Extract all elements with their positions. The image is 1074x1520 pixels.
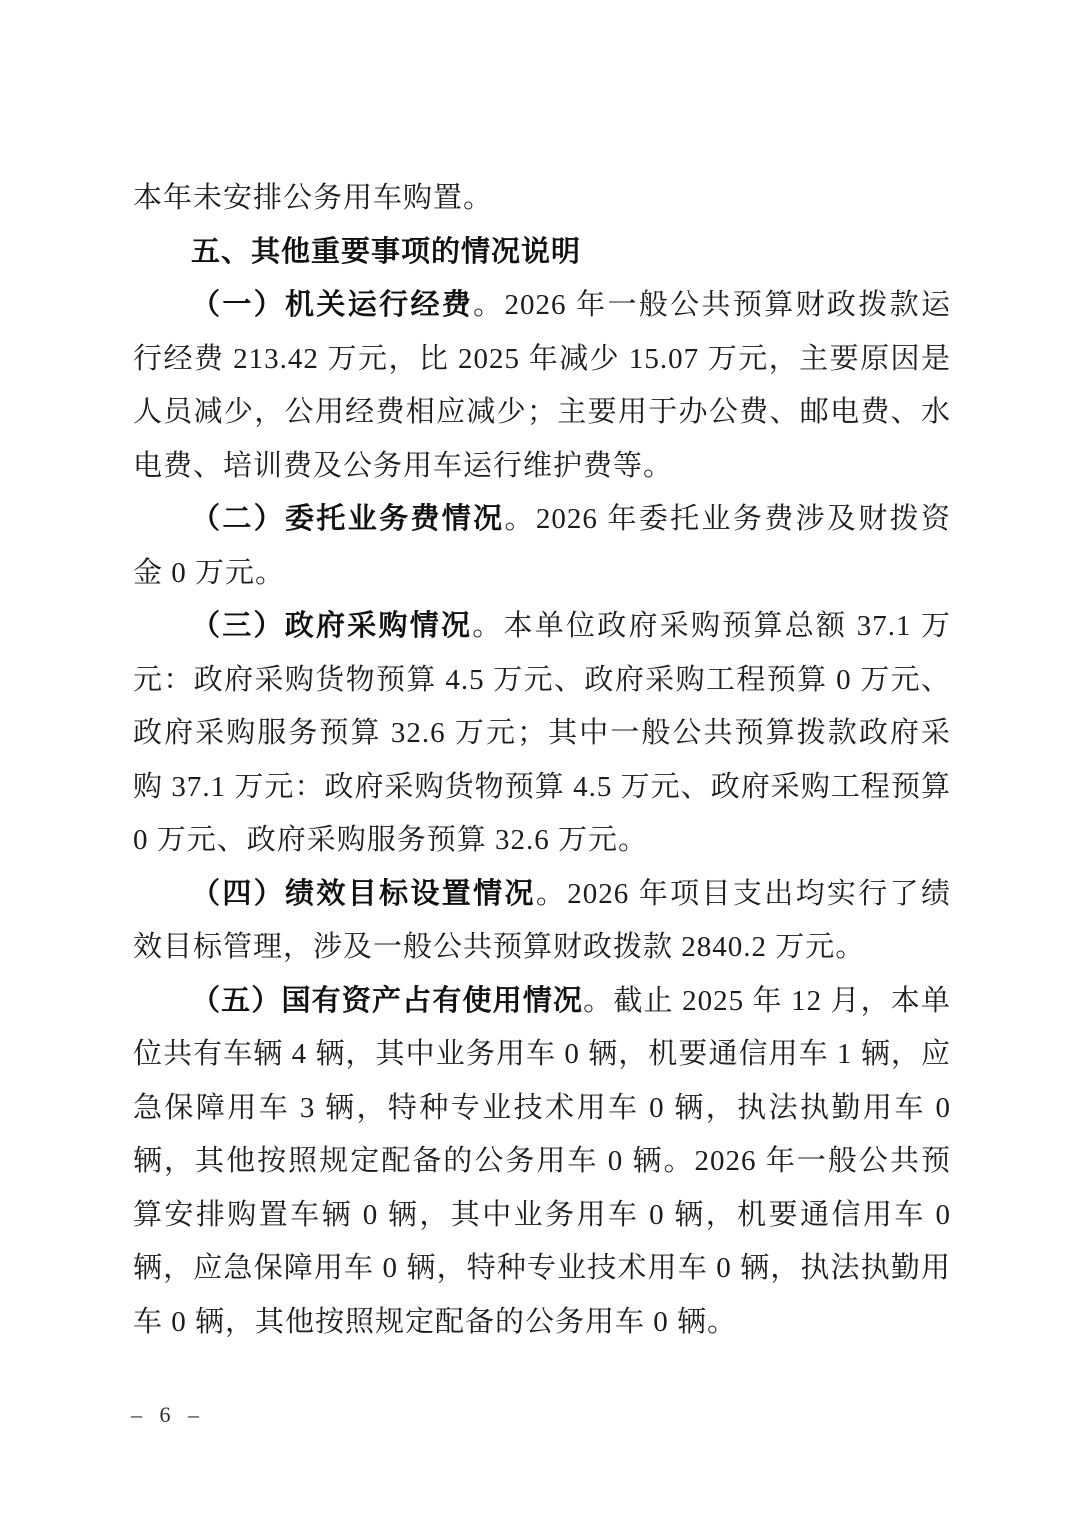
paragraph-item-4: [133, 868, 951, 975]
item-5-lead: （五）国有资产占有使用情况: [191, 984, 584, 1017]
section-heading: 五、其他重要事项的情况说明: [191, 235, 582, 268]
item-3-lead: （三）政府采购情况: [191, 610, 473, 642]
paragraph-item-1: [133, 279, 951, 493]
paragraph-item-5: [133, 975, 951, 1350]
item-4-lead: （四）绩效目标设置情况: [191, 877, 536, 910]
item-2-body: 。2026 年委托业务费涉及财拨资金 0 万元。: [133, 503, 951, 589]
document-body: [133, 172, 951, 1349]
item-1-lead: （一）机关运行经费: [191, 289, 474, 321]
item-2-lead: （二）委托业务费情况: [191, 503, 505, 535]
paragraph-item-3: [133, 600, 951, 868]
paragraph-item-2: [133, 493, 951, 600]
paragraph-intro: 本年未安排公务用车购置。: [133, 182, 494, 214]
item-3-body: 。本单位政府采购预算总额 37.1 万元：政府采购货物预算 4.5 万元、政府采购工程预算 0 万元、政府采购服务预算 32.6 万元；其中一般公共预算拨款政府采购 37.1 万元：政府采购货物预算 4.5 万元、政府采购工程预算 0 万元、政府采购服务预算 32.6 万元。: [133, 610, 951, 856]
page-number: – 6 –: [131, 1402, 205, 1427]
item-5-body: 。截止 2025 年 12 月，本单位共有车辆 4 辆，其中业务用车 0 辆，机要通信用车 1 辆，应急保障用车 3 辆，特种专业技术用车 0 辆，执法执勤用车 0 辆，其他按照规定配备的公务用车 0 辆。2026 年一般公共预算安排购置车辆 0 辆，其中业务用车 0 辆，机要通信用车 0 辆，应急保障用车 0 辆，特种专业技术用车 0 辆，执法执勤用车 0 辆，其他按照规定配备的公务用车 0 辆。: [133, 984, 951, 1338]
page-footer: [131, 1398, 205, 1432]
item-1-body: 。2026 年一般公共预算财政拨款运行经费 213.42 万元，比 2025 年减少 15.07 万元，主要原因是人员减少，公用经费相应减少；主要用于办公费、邮电费、水电费、培训费及公务用车运行维护费等。: [133, 289, 951, 482]
item-4-body: 。2026 年项目支出均实行了绩效目标管理，涉及一般公共预算财政拨款 2840.2 万元。: [133, 877, 951, 963]
